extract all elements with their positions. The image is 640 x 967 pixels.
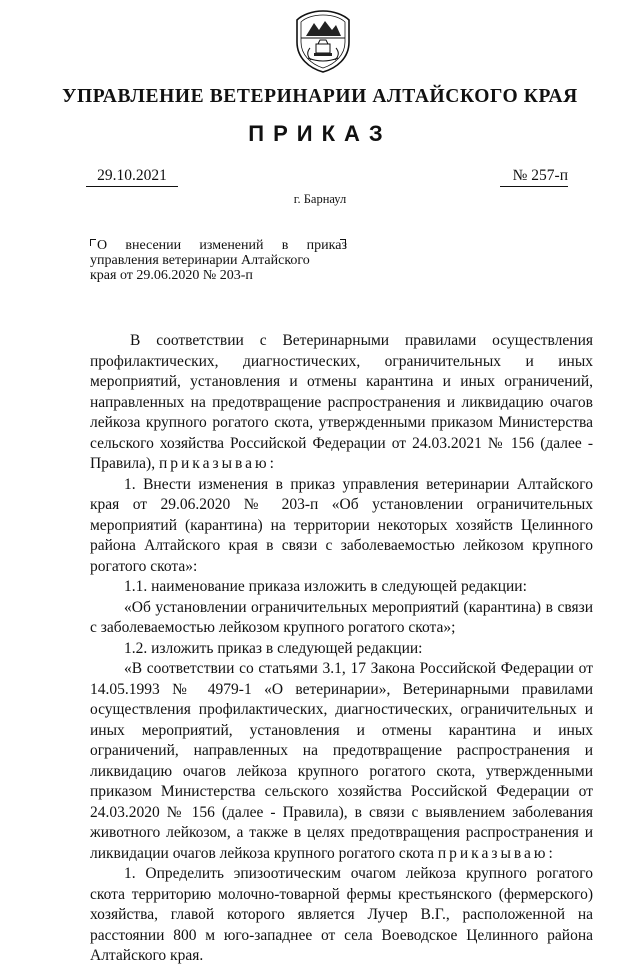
- subject-line: О внесении изменений в приказ: [97, 238, 347, 253]
- item-1-paragraph: 1. Внести изменения в приказ управления ветеринарии Алтайского края от 29.06.2020 № 203-п «Об установлении ограничительных мероприятий (карантина) на территории некоторых хозяйств Целинного района Алтайского края в связи с заболеваемостью лейкозом крупного рогатого скота»:: [90, 475, 593, 575]
- document-subject: [90, 238, 350, 283]
- document-city: г. Барнаул: [293, 192, 347, 206]
- subject-line: края от 29.06.2020 № 203-п: [90, 268, 253, 283]
- item-1-2-1-paragraph: 1. Определить эпизоотическим очагом лейкоза крупного рогатого скота территорию молочно-товарной фермы крестьянского (фермерского) хозяйства, главой которого является Лучер В.Г., расположенной на расстоянии 800 м юго-западнее от села Воеводское Целинного района Алтайского края.: [90, 865, 593, 964]
- item-1-2-paragraph: 1.2. изложить приказ в следующей редакции:: [124, 639, 423, 657]
- order-word: приказываю:: [158, 455, 277, 472]
- preamble-text: В соответствии с Ветеринарными правилами осуществления профилактических, диагностических, ограничительных и иных мероприятий, установления и отмены карантина и иных ограничений, направленных на предотвращение распространения и ликвидацию очагов лейкоза крупного рогатого скота, утвержденными приказом Министерства сельского хозяйства Российской Федерации от 24.03.2021 № 156 (далее - Правила),: [90, 332, 593, 472]
- document-number: № 257-п: [500, 167, 568, 187]
- item-1-1-text-paragraph: «Об установлении ограничительных мероприятий (карантина) в связи с заболеваемостью лейкозом крупного рогатого скота»;: [90, 598, 593, 636]
- organization-title: УПРАВЛЕНИЕ ВЕТЕРИНАРИИ АЛТАЙСКОГО КРАЯ: [62, 86, 578, 107]
- item-1-2-text-paragraph: [90, 659, 593, 864]
- document-type-title: ПРИКАЗ: [248, 121, 392, 146]
- item-1-2-text: «В соответствии со статьями 3.1, 17 Закона Российской Федерации от 14.05.1993 № 4979-1 «О ветеринарии», Ветеринарными правилами осуществления профилактических, диагностических, ограничительных и иных мероприятий, установления и отмены карантина и иных ограничений, направленных на предотвращение распространения и ликвидацию очагов лейкоза крупного рогатого скота, утвержденными приказом Министерства сельского хозяйства Российской Федерации от 24.03.2020 № 156 (далее - Правила), в связи с выявлением заболевания животного лейкозом, а также в целях предотвращения распространения и ликвидации очагов лейкоза крупного рогатого скота: [90, 660, 593, 862]
- document-body: [90, 331, 593, 967]
- item-1-1-paragraph: 1.1. наименование приказа изложить в следующей редакции:: [124, 578, 527, 595]
- subject-line: управления ветеринарии Алтайского: [90, 253, 310, 268]
- document-date: 29.10.2021: [86, 167, 178, 187]
- item-1-2-order-word: приказываю:: [437, 844, 556, 862]
- preamble-paragraph: [90, 331, 593, 475]
- coat-of-arms-emblem: [292, 8, 354, 74]
